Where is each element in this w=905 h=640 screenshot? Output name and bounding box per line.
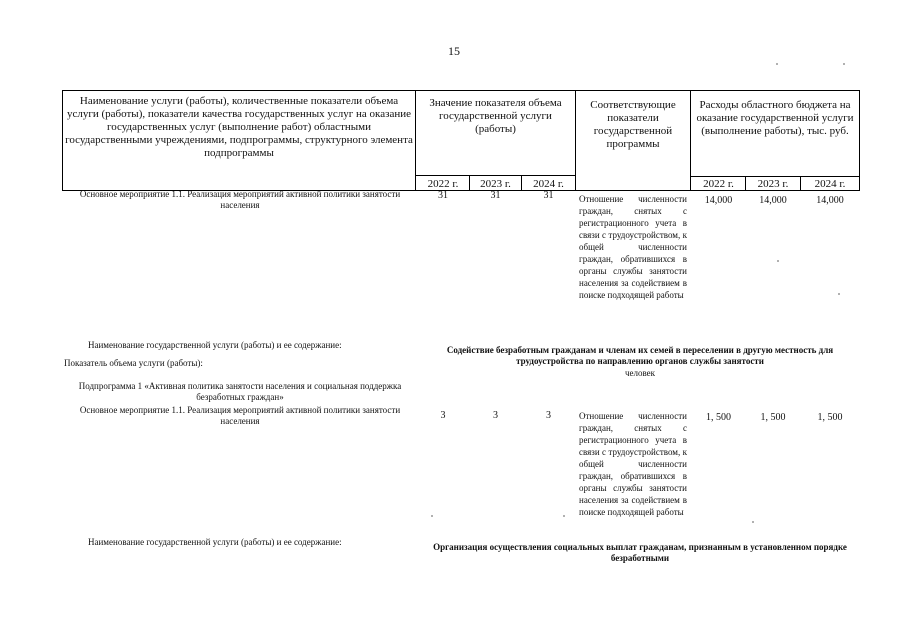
year-value-2024: 2024 г. bbox=[533, 178, 564, 190]
unit-label: человек bbox=[624, 368, 656, 378]
row1-expense-2022: 14,000 bbox=[704, 195, 733, 206]
row2-indicator: Отношение численности граждан, снятых с регистрационного учета в связи с трудоустройством, к общей численности граждан, обратившихся в органы службы занятости населения за содействием в поиске подходящей работы bbox=[579, 411, 687, 517]
header-col-value: Значение показателя объема государственной услуги (работы) bbox=[429, 97, 562, 135]
header-col-name: Наименование услуги (работы), количественные показатели объема услуги (работы), показатели качества государственных услуг на оказание государственных услуг (выполнение работ) областными государственными учреждениями, подпрограммы, структурного элемента подпрограммы bbox=[65, 95, 413, 159]
year-value-2023: 2023 г. bbox=[480, 178, 511, 190]
row1-activity-name: Основное мероприятие 1.1. Реализация мероприятий активной политики занятости населения bbox=[79, 189, 401, 210]
row1-expense-2023: 14,000 bbox=[759, 195, 787, 206]
row2-value-2023: 3 bbox=[493, 410, 498, 421]
service1-title: Содействие безработным гражданам и членам их семей в переселении в другую местность для трудоустройства по направлению органов службы занятости bbox=[446, 345, 834, 366]
year-expense-2023: 2023 г. bbox=[757, 178, 789, 190]
row1-value-2024: 31 bbox=[543, 190, 554, 201]
row2-expense-2022: 1, 500 bbox=[706, 412, 731, 423]
service1-label: Наименование государственной услуги (работы) и ее содержание: bbox=[88, 340, 342, 350]
row1-value-2023: 31 bbox=[490, 190, 501, 201]
year-expense-2024: 2024 г. bbox=[814, 178, 846, 190]
row2-expense-2023: 1, 500 bbox=[760, 412, 786, 423]
row1-indicator: Отношение численности граждан, снятых с регистрационного учета в связи с трудоустройством, к общей численности граждан, обратившихся в органы службы занятости населения за содействием в поиске подходящей работы bbox=[579, 194, 687, 300]
row2-expense-2024: 1, 500 bbox=[817, 412, 843, 423]
service2-title: Организация осуществления социальных выплат гражданам, признанным в установленном порядке безработными bbox=[433, 542, 847, 563]
year-value-2022: 2022 г. bbox=[427, 178, 459, 190]
volume-indicator-label: Показатель объема услуги (работы): bbox=[64, 358, 203, 368]
page-number: 15 bbox=[448, 44, 460, 58]
row2-activity-name: Основное мероприятие 1.1. Реализация мероприятий активной политики занятости населения bbox=[79, 405, 401, 426]
row2-subprogram: Подпрограмма 1 «Активная политика занятости населения и социальная поддержка безработных граждан» bbox=[78, 381, 402, 402]
row1-expense-2024: 14,000 bbox=[816, 195, 844, 206]
header-col-expenses: Расходы областного бюджета на оказание государственной услуги (выполнение работы), тыс. руб. bbox=[696, 99, 854, 137]
year-expense-2022: 2022 г. bbox=[703, 178, 734, 190]
header-col-indicators: Соответствующие показатели государственной программы bbox=[590, 99, 676, 150]
row1-value-2022: 31 bbox=[438, 190, 448, 201]
row2-value-2024: 3 bbox=[546, 410, 551, 421]
row2-value-2022: 3 bbox=[440, 410, 446, 421]
service2-label: Наименование государственной услуги (работы) и ее содержание: bbox=[88, 537, 342, 547]
